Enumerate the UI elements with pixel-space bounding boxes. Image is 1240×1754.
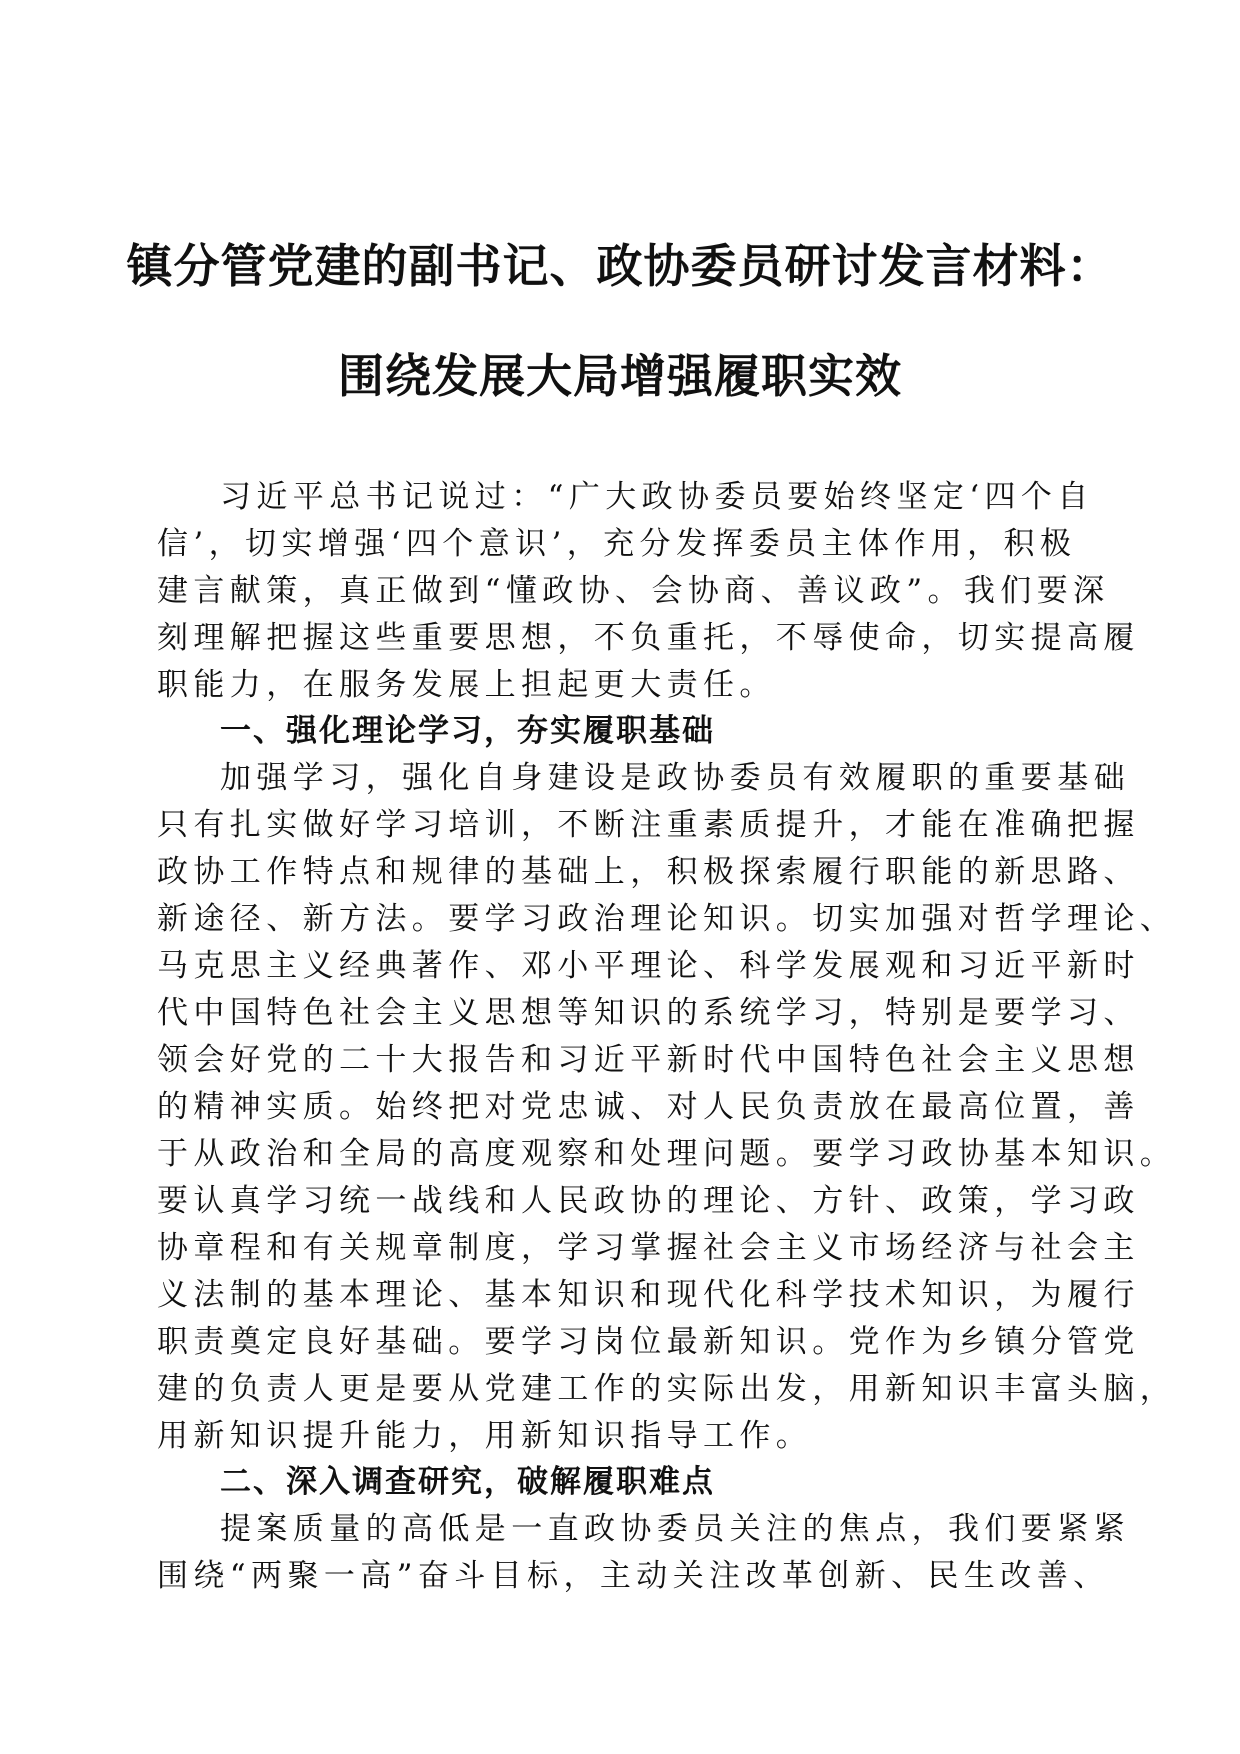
body-line: 习近平总书记说过：“广大政协委员要始终坚定‘四个自 bbox=[220, 479, 1094, 515]
body-line: 职责奠定良好基础。要学习岗位最新知识。党作为乡镇分管党 bbox=[157, 1324, 1140, 1360]
document-title-line-1: 镇分管党建的副书记、政协委员研讨发言材料： bbox=[126, 239, 1114, 293]
body-line: 建言献策，真正做到“懂政协、会协商、善议政”。我们要深 bbox=[157, 573, 1110, 609]
body-line: 用新知识提升能力，用新知识指导工作。 bbox=[157, 1418, 813, 1454]
body-line: 职能力，在服务发展上担起更大责任。 bbox=[157, 667, 776, 703]
body-line: 政协工作特点和规律的基础上，积极探索履行职能的新思路、 bbox=[157, 854, 1140, 890]
document-title-line-2: 围绕发展大局增强履职实效 bbox=[338, 349, 902, 403]
body-line: 于从政治和全局的高度观察和处理问题。要学习政协基本知识。 bbox=[157, 1136, 1177, 1172]
body-line: 信’，切实增强‘四个意识’，充分发挥委员主体作用，积极 bbox=[157, 526, 1077, 562]
body-line: 马克思主义经典著作、邓小平理论、科学发展观和习近平新时 bbox=[157, 948, 1140, 984]
body-line: 协章程和有关规章制度，学习掌握社会主义市场经济与社会主 bbox=[157, 1230, 1140, 1266]
body-line: 加强学习，强化自身建设是政协委员有效履职的重要基础 bbox=[220, 760, 1130, 796]
body-line: 提案质量的高低是一直政协委员关注的焦点，我们要紧紧 bbox=[220, 1511, 1130, 1547]
body-line: 的精神实质。始终把对党忠诚、对人民负责放在最高位置，善 bbox=[157, 1089, 1140, 1125]
body-line: 要认真学习统一战线和人民政协的理论、方针、政策，学习政 bbox=[157, 1183, 1140, 1219]
body-line: 刻理解把握这些重要思想，不负重托，不辱使命，切实提高履 bbox=[157, 620, 1140, 656]
body-line: 义法制的基本理论、基本知识和现代化科学技术知识，为履行 bbox=[157, 1277, 1140, 1313]
section-heading: 二、深入调查研究，破解履职难点 bbox=[220, 1464, 715, 1500]
body-line: 建的负责人更是要从党建工作的实际出发，用新知识丰富头脑， bbox=[157, 1371, 1177, 1407]
section-heading: 一、强化理论学习，夯实履职基础 bbox=[220, 713, 715, 749]
body-line: 领会好党的二十大报告和习近平新时代中国特色社会主义思想 bbox=[157, 1042, 1140, 1078]
body-line: 代中国特色社会主义思想等知识的系统学习，特别是要学习、 bbox=[157, 995, 1140, 1031]
body-line: 围绕“两聚一高”奋斗目标，主动关注改革创新、民生改善、 bbox=[157, 1558, 1110, 1594]
body-line: 只有扎实做好学习培训，不断注重素质提升，才能在准确把握 bbox=[157, 807, 1140, 843]
body-line: 新途径、新方法。要学习政治理论知识。切实加强对哲学理论、 bbox=[157, 901, 1177, 937]
